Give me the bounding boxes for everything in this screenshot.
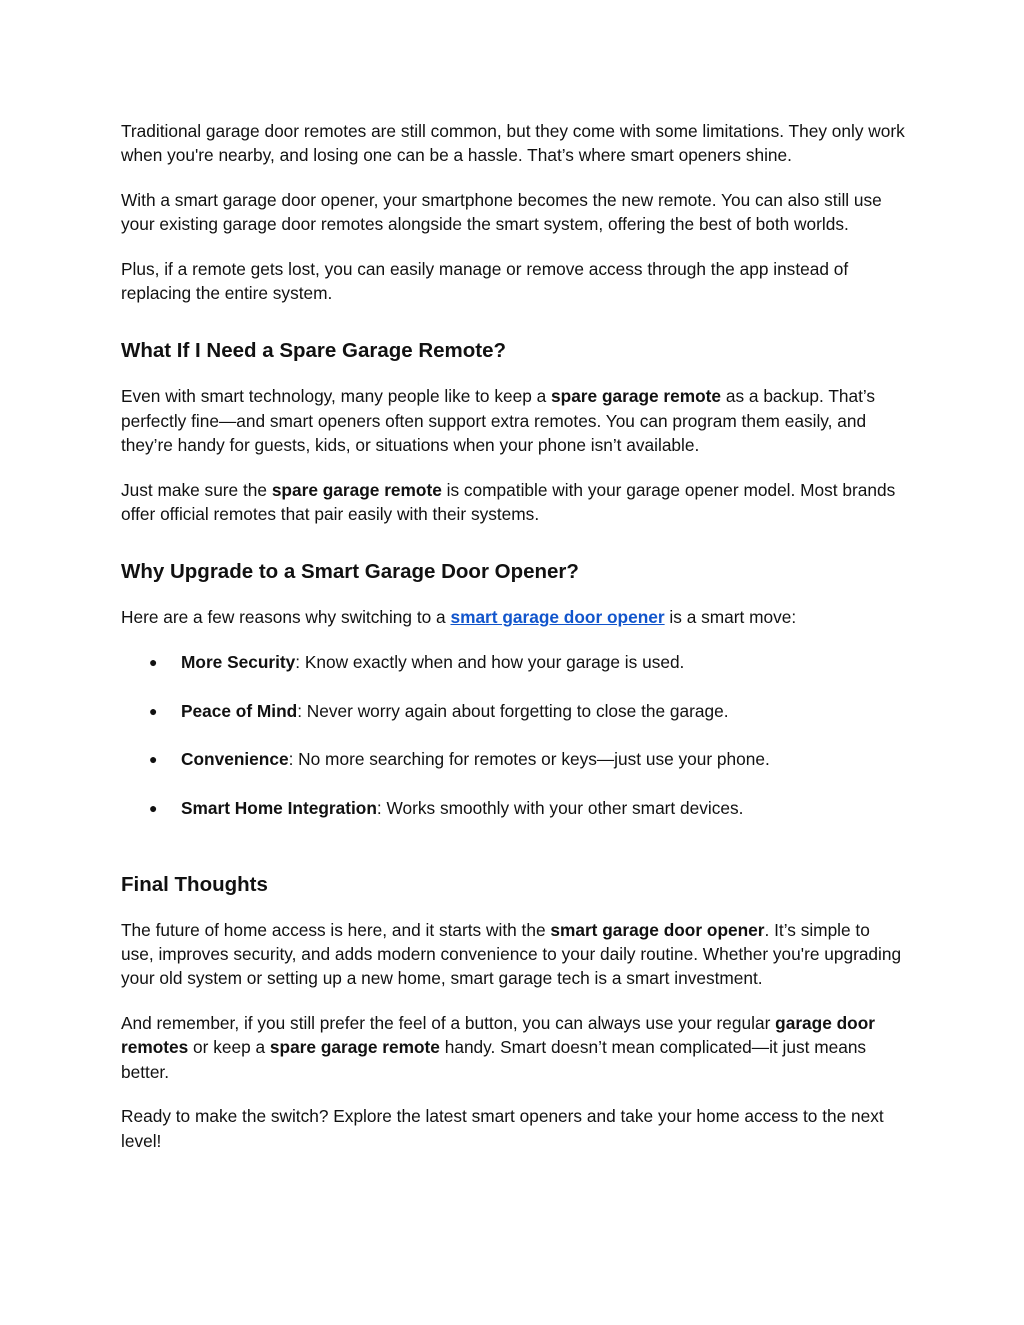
- heading-final-thoughts: Final Thoughts: [121, 872, 268, 896]
- text-segment: or keep a: [188, 1037, 270, 1058]
- final-paragraph-1: [121, 918, 906, 991]
- bold-term: spare garage remote: [551, 386, 722, 407]
- smart-opener-link[interactable]: smart garage door opener: [450, 607, 665, 628]
- intro-paragraph-1: Traditional garage door remotes are still common, but they come with some limitations. They only work when you're nearby, and losing one can be a hassle. That’s where smart openers shine.: [121, 121, 905, 166]
- heading-why-upgrade: Why Upgrade to a Smart Garage Door Opener?: [121, 560, 579, 584]
- bullet-text: : Know exactly when and how your garage is used.: [295, 651, 685, 672]
- bold-term: spare garage remote: [269, 1037, 440, 1058]
- list-item: [121, 699, 906, 723]
- document-page: [121, 119, 906, 1153]
- bullet-icon: ●: [149, 751, 158, 768]
- intro-paragraph-2: With a smart garage door opener, your smartphone becomes the new remote. You can also still use your existing garage door remotes alongside the smart system, offering the best of both worlds.: [121, 189, 882, 235]
- reasons-list: [121, 650, 906, 821]
- bullet-icon: ●: [149, 800, 158, 817]
- heading-spare-remote: What If I Need a Spare Garage Remote?: [121, 339, 507, 363]
- final-paragraph-2: [121, 1011, 906, 1084]
- text-segment: handy. Smart doesn’t mean complicated—it just means better.: [121, 1037, 867, 1082]
- final-paragraph-3: Ready to make the switch? Explore the latest smart openers and take your home access to the next level!: [121, 1106, 884, 1151]
- text-segment: as a backup. That’s perfectly fine—and smart openers often support extra remotes. You can program them easily, and they’re handy for guests, kids, or situations when your phone isn’t available.: [121, 386, 876, 456]
- bullet-icon: ●: [149, 702, 158, 719]
- bullet-title: Smart Home Integration: [181, 798, 377, 819]
- bold-term: smart garage door opener: [550, 919, 765, 940]
- text-segment: Here are a few reasons why switching to a: [121, 607, 451, 628]
- list-item: [121, 796, 906, 820]
- bullet-icon: ●: [149, 653, 158, 670]
- text-segment: is a smart move:: [664, 607, 797, 628]
- bullet-text: : No more searching for remotes or keys—just use your phone.: [288, 749, 770, 770]
- spare-paragraph-2: [121, 478, 906, 527]
- bullet-text: : Works smoothly with your other smart devices.: [376, 798, 744, 819]
- text-segment: Even with smart technology, many people like to keep a: [121, 386, 552, 407]
- spare-paragraph-1: [121, 384, 906, 457]
- bullet-text: : Never worry again about forgetting to close the garage.: [297, 700, 729, 721]
- bold-term: spare garage remote: [271, 479, 442, 500]
- text-segment: . It’s simple to use, improves security, and adds modern convenience to your daily routine. Whether you're upgrading your old system or setting up a new home, smart garage tech is a smart investment.: [121, 919, 902, 989]
- text-segment: And remember, if you still prefer the feel of a button, you can always use your regular: [121, 1012, 776, 1033]
- list-item: [121, 747, 906, 771]
- text-segment: is compatible with your garage opener model. Most brands offer official remotes that pair easily with their systems.: [121, 479, 896, 525]
- text-segment: The future of home access is here, and it starts with the: [121, 919, 551, 940]
- bullet-title: Convenience: [181, 749, 289, 770]
- upgrade-intro-paragraph: [121, 605, 906, 629]
- intro-paragraph-3: Plus, if a remote gets lost, you can easily manage or remove access through the app instead of replacing the entire system.: [121, 258, 849, 304]
- bullet-title: Peace of Mind: [181, 700, 298, 721]
- text-segment: Just make sure the: [121, 479, 272, 500]
- list-item: [121, 650, 906, 674]
- bold-term: garage door remotes: [121, 1012, 876, 1058]
- bullet-title: More Security: [181, 651, 296, 672]
